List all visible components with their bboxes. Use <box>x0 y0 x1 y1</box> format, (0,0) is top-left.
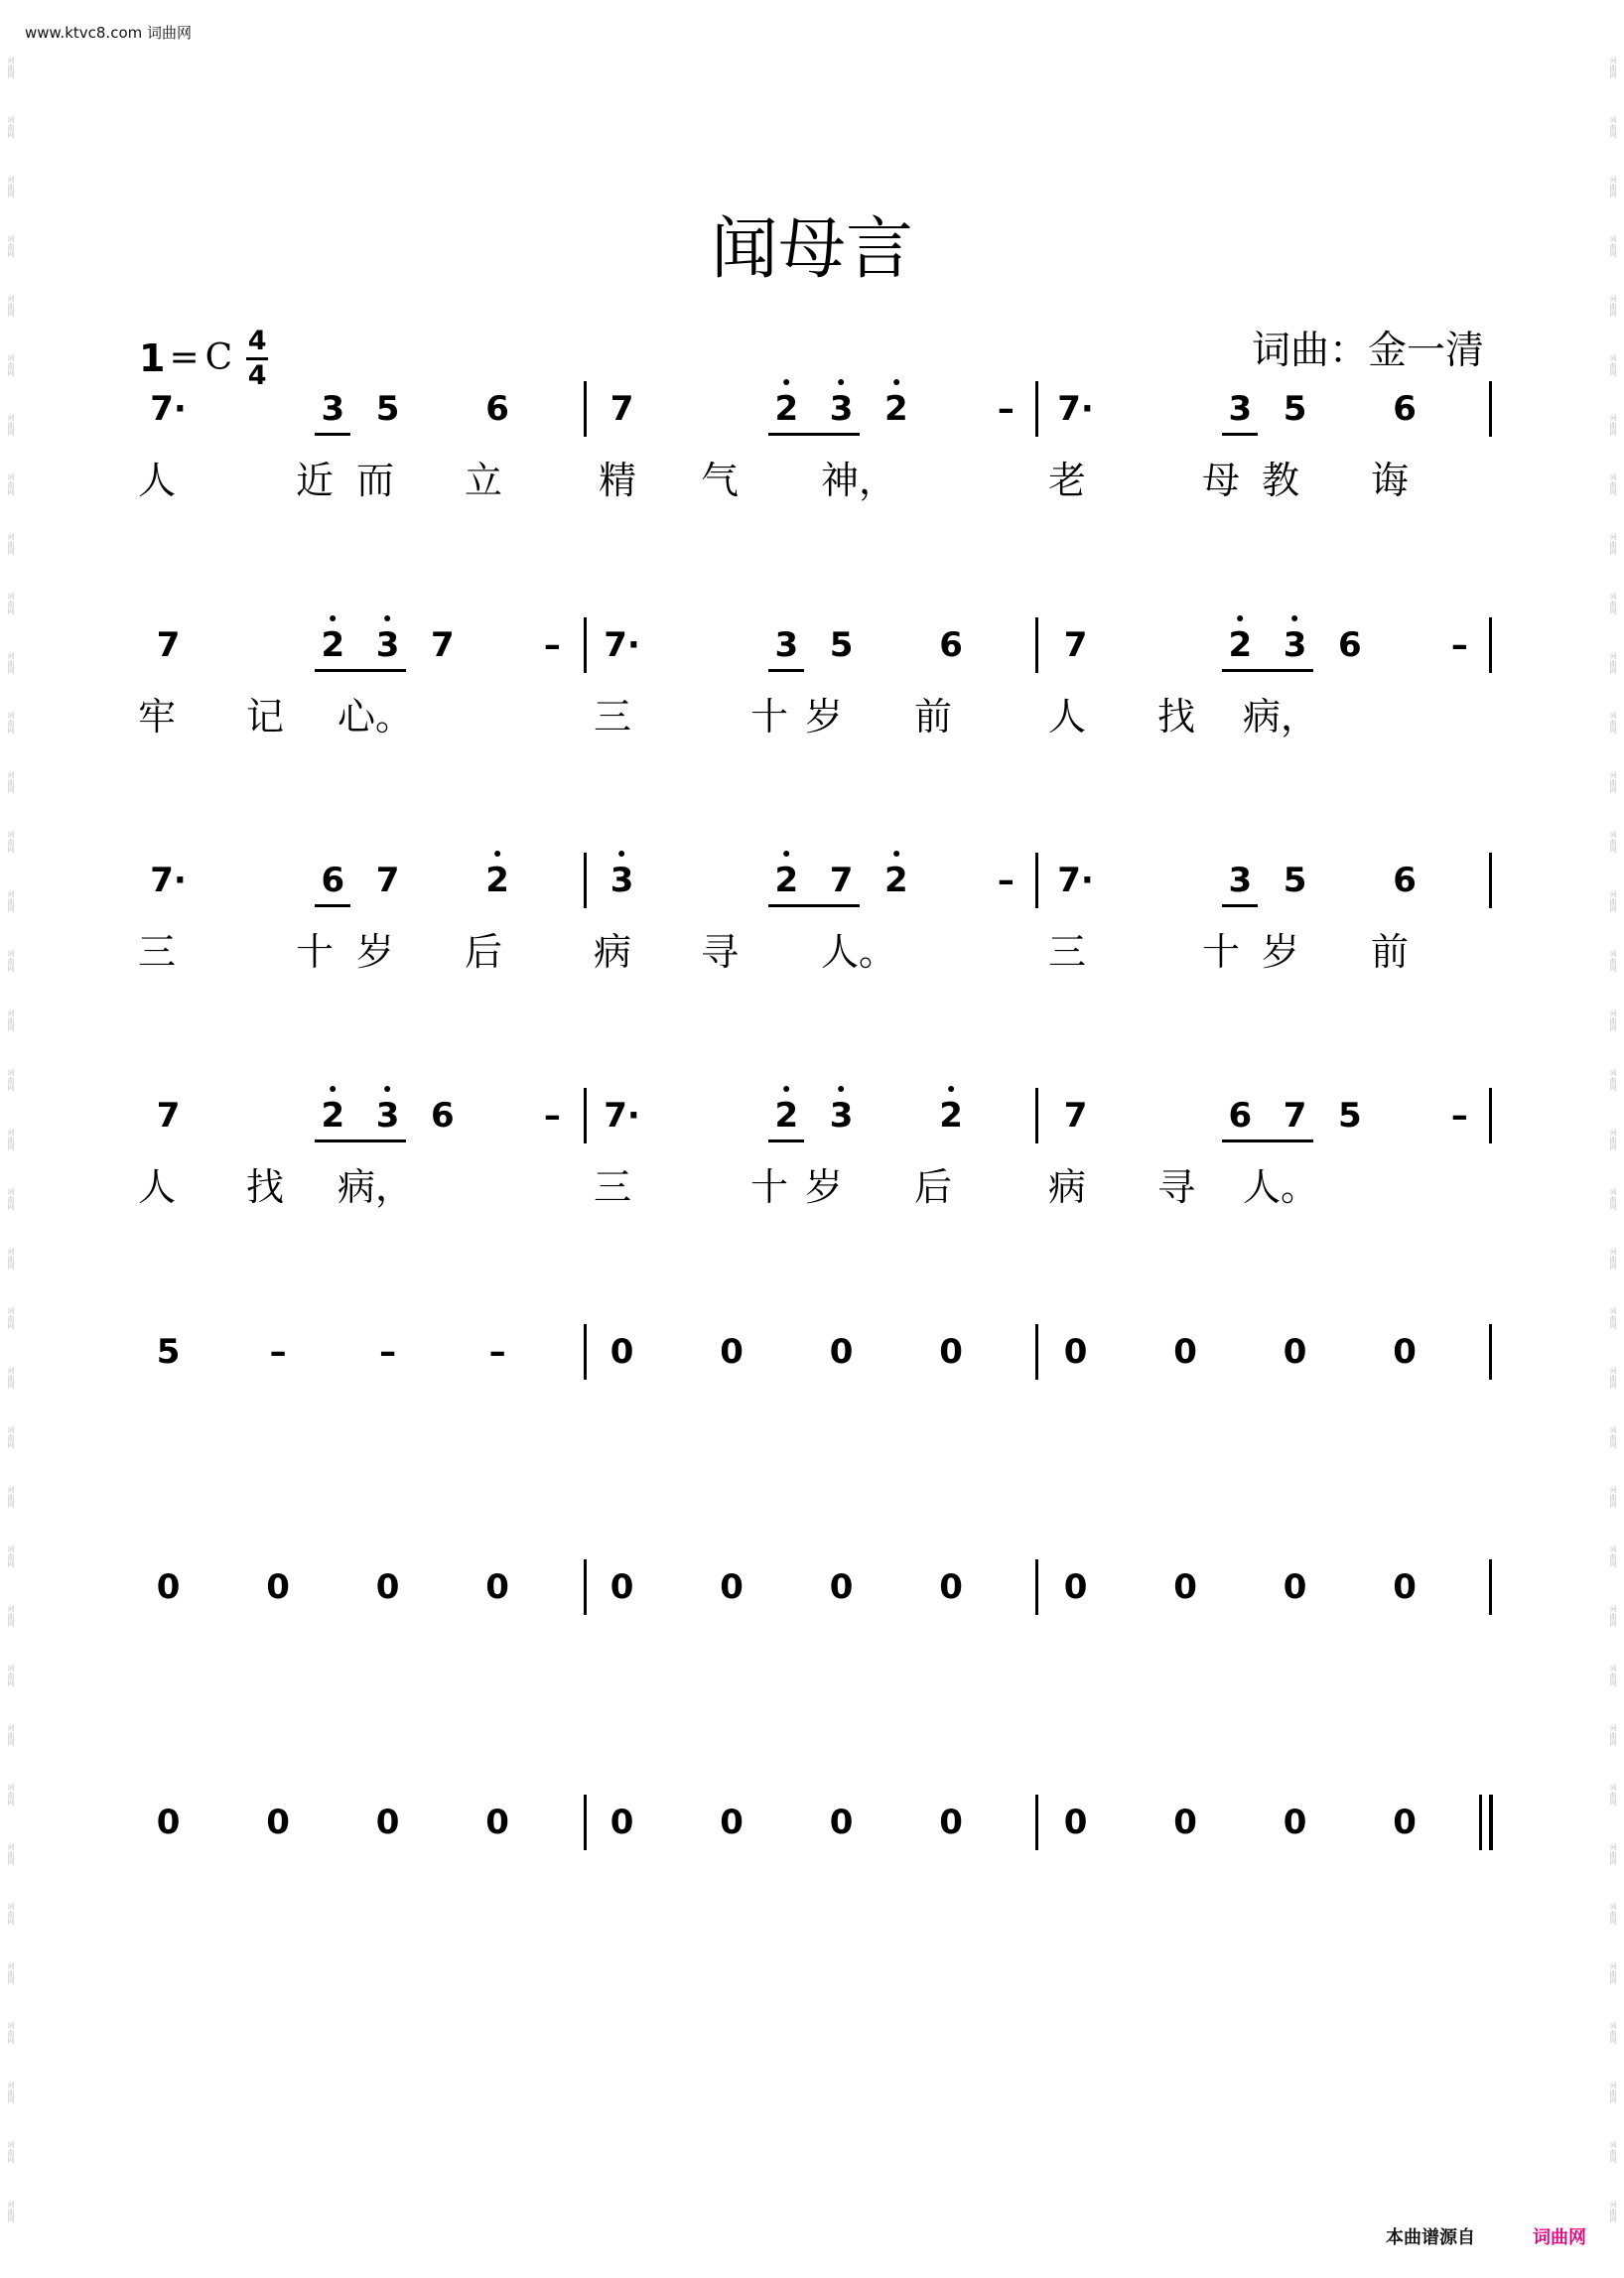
lyric-char: 人 <box>137 1165 177 1209</box>
watermark-mark: 词 曲 网 <box>1609 116 1617 139</box>
watermark-mark: 词 曲 网 <box>7 235 15 258</box>
lyric-char: 气 <box>700 459 740 502</box>
lyric-char: 后 <box>913 1165 953 1209</box>
note: 0 <box>266 1567 290 1607</box>
note: 0 <box>266 1803 290 1842</box>
watermark-mark: 词 曲 网 <box>1609 1307 1617 1330</box>
note: 0 <box>156 1803 181 1842</box>
watermark-mark: 词 曲 网 <box>1609 2022 1617 2045</box>
note: 3 <box>1228 389 1253 429</box>
note: 0 <box>939 1803 963 1842</box>
note: 3 <box>830 1096 854 1136</box>
watermark-mark: 词 曲 网 <box>1609 533 1617 556</box>
note: 2 <box>939 1096 963 1136</box>
watermark-mark: 词 曲 网 <box>7 1248 15 1271</box>
note: 7· <box>604 1096 640 1136</box>
note: 0 <box>1283 1803 1307 1842</box>
watermark-mark: 词 曲 网 <box>1609 1843 1617 1866</box>
note: 5 <box>1283 389 1307 429</box>
lyric-char: 三 <box>593 1165 632 1209</box>
note: 7· <box>604 625 640 665</box>
watermark-mark: 词 曲 网 <box>7 57 15 79</box>
watermark-mark: 词 曲 网 <box>7 533 15 556</box>
note: 3 <box>376 1096 400 1136</box>
lyric-char: 十 <box>749 695 789 738</box>
watermark-mark: 词 曲 网 <box>1609 354 1617 377</box>
watermark-mark: 词 曲 网 <box>7 2201 15 2223</box>
lyric-char: 十 <box>749 1165 789 1209</box>
lyric-char: 岁 <box>804 695 844 738</box>
lyric-char: 寻 <box>1156 1165 1196 1209</box>
footer-brand-link[interactable]: 词曲网 <box>1533 2227 1586 2248</box>
note: – <box>997 389 1015 429</box>
lyric-char: 老 <box>1047 459 1087 502</box>
watermark-mark: 词 曲 网 <box>7 1426 15 1449</box>
note: 0 <box>720 1803 744 1842</box>
watermark-mark: 词 曲 网 <box>7 1843 15 1866</box>
watermark-mark: 词 曲 网 <box>7 1665 15 1687</box>
watermark-mark: 词 曲 网 <box>7 1486 15 1509</box>
note: 7· <box>1057 389 1094 429</box>
watermark-mark: 词 曲 网 <box>7 1903 15 1926</box>
note: 0 <box>829 1332 854 1372</box>
note: 3 <box>610 861 634 900</box>
watermark-mark: 词 曲 网 <box>7 116 15 139</box>
time-signature-unit: 4 <box>247 359 267 391</box>
note: 7 <box>829 861 854 900</box>
note: 0 <box>1173 1332 1197 1372</box>
watermark-mark: 词 曲 网 <box>1609 712 1617 735</box>
note: 6 <box>1393 389 1417 429</box>
watermark-mark: 词 曲 网 <box>1609 1486 1617 1509</box>
watermark-mark: 词 曲 网 <box>7 652 15 675</box>
note: 7 <box>156 625 181 665</box>
watermark-mark: 词 曲 网 <box>7 1129 15 1151</box>
watermark-mark: 词 曲 网 <box>1609 1903 1617 1926</box>
watermark-mark: 词 曲 网 <box>1609 2081 1617 2104</box>
key-letter: C <box>204 337 233 378</box>
lyric-char: 三 <box>137 930 177 974</box>
lyric-char: 病， <box>1242 695 1319 738</box>
watermark-mark: 词 曲 网 <box>1609 1069 1617 1092</box>
watermark-mark: 词 曲 网 <box>7 890 15 913</box>
watermark-mark: 词 曲 网 <box>1609 771 1617 794</box>
lyric-char: 前 <box>1370 930 1410 974</box>
watermark-mark: 词 曲 网 <box>1609 57 1617 79</box>
lyric-char: 人。 <box>1242 1165 1319 1209</box>
note: 6 <box>1393 861 1417 900</box>
note: 7· <box>150 861 187 900</box>
note: 0 <box>1063 1803 1088 1842</box>
note: 5 <box>1337 1096 1362 1136</box>
note: 3 <box>774 625 799 665</box>
watermark-mark: 词 曲 网 <box>7 1069 15 1092</box>
note: 7 <box>1063 625 1088 665</box>
note: 3 <box>321 389 345 429</box>
note: 2 <box>884 861 908 900</box>
lyric-char: 记 <box>245 695 285 738</box>
lyric-char: 病， <box>337 1165 414 1209</box>
watermark-mark: 词 曲 网 <box>1609 890 1617 913</box>
note: 6 <box>430 1096 455 1136</box>
note: 3 <box>1284 625 1307 665</box>
note: 2 <box>774 861 798 900</box>
song-title: 闻母言 <box>710 210 913 289</box>
note: 6 <box>1337 625 1362 665</box>
watermark-mark: 词 曲 网 <box>1609 1188 1617 1211</box>
watermark-mark: 词 曲 网 <box>1609 652 1617 675</box>
watermark-mark: 词 曲 网 <box>1609 831 1617 854</box>
note: 5 <box>156 1332 181 1372</box>
lyric-char: 而 <box>355 459 395 502</box>
key-tonic-number: 1 <box>139 336 166 380</box>
watermark-mark: 词 曲 网 <box>1609 414 1617 437</box>
lyric-char: 病 <box>593 930 632 974</box>
note: 0 <box>375 1803 400 1842</box>
lyric-char: 岁 <box>1261 930 1300 974</box>
lyric-char: 病 <box>1047 1165 1087 1209</box>
note: 5 <box>829 625 854 665</box>
watermark-mark: 词 曲 网 <box>7 1307 15 1330</box>
note: – <box>1450 1096 1468 1136</box>
key-equals: = <box>169 337 200 378</box>
lyric-char: 立 <box>464 459 503 502</box>
footer-source-label: 本曲谱源自 <box>1386 2227 1475 2248</box>
lyric-char: 后 <box>464 930 503 974</box>
note: 0 <box>720 1332 744 1372</box>
watermark-mark: 词 曲 网 <box>1609 950 1617 973</box>
watermark-mark: 词 曲 网 <box>1609 1784 1617 1807</box>
note: 6 <box>485 389 509 429</box>
lyric-char: 母 <box>1201 459 1241 502</box>
note: 3 <box>1228 861 1253 900</box>
watermark-mark: 词 曲 网 <box>7 176 15 199</box>
note: 6 <box>321 861 345 900</box>
note: 5 <box>375 389 400 429</box>
lyric-char: 找 <box>1156 695 1196 738</box>
watermark-mark: 词 曲 网 <box>1609 235 1617 258</box>
watermark-mark: 词 曲 网 <box>7 1545 15 1568</box>
time-signature-beats: 4 <box>247 325 267 356</box>
note: 3 <box>830 389 854 429</box>
note: 7· <box>1057 861 1094 900</box>
watermark-mark: 词 曲 网 <box>7 712 15 735</box>
note: 0 <box>485 1567 509 1607</box>
lyric-char: 心。 <box>337 695 414 738</box>
lyric-char: 近 <box>295 459 335 502</box>
watermark-mark: 词 曲 网 <box>1609 1426 1617 1449</box>
watermark-mark: 词 曲 网 <box>1609 1248 1617 1271</box>
watermark-mark: 词 曲 网 <box>1609 1545 1617 1568</box>
note: 0 <box>609 1567 634 1607</box>
watermark-mark: 词 曲 网 <box>7 1962 15 1985</box>
note: 2 <box>321 1096 344 1136</box>
lyric-char: 十 <box>295 930 335 974</box>
note: – <box>269 1332 287 1372</box>
lyric-char: 岁 <box>804 1165 844 1209</box>
watermark-mark: 词 曲 网 <box>1609 1009 1617 1032</box>
note: 0 <box>156 1567 181 1607</box>
note: – <box>543 1096 561 1136</box>
lyric-char: 教 <box>1261 459 1300 502</box>
note: – <box>543 625 561 665</box>
note: 0 <box>1063 1567 1088 1607</box>
watermark-mark: 词 曲 网 <box>7 414 15 437</box>
note: 3 <box>376 625 400 665</box>
lyric-char: 人 <box>137 459 177 502</box>
note: – <box>379 1332 397 1372</box>
note: 0 <box>939 1567 963 1607</box>
note: 6 <box>1228 1096 1253 1136</box>
watermark-mark: 词 曲 网 <box>1609 1724 1617 1747</box>
lyric-char: 三 <box>1047 930 1087 974</box>
lyric-char: 精 <box>598 459 637 502</box>
lyric-char: 诲 <box>1370 459 1410 502</box>
lyric-char: 人 <box>1047 695 1087 738</box>
note: 2 <box>1228 625 1252 665</box>
note: 6 <box>939 625 963 665</box>
lyric-char: 牢 <box>137 695 177 738</box>
note: 7 <box>375 861 400 900</box>
note: – <box>488 1332 506 1372</box>
watermark-mark: 词 曲 网 <box>7 2022 15 2045</box>
note: 5 <box>1283 861 1307 900</box>
note: – <box>997 861 1015 900</box>
note: 7 <box>156 1096 181 1136</box>
note: 2 <box>774 389 798 429</box>
note: 2 <box>321 625 344 665</box>
site-header[interactable]: www.ktvc8.com 词曲网 <box>25 24 193 42</box>
note: 0 <box>1393 1332 1417 1372</box>
watermark-mark: 词 曲 网 <box>1609 593 1617 615</box>
note: 0 <box>609 1332 634 1372</box>
lyric-char: 寻 <box>700 930 740 974</box>
watermark-mark: 词 曲 网 <box>7 1724 15 1747</box>
watermark-mark: 词 曲 网 <box>1609 1665 1617 1687</box>
watermark-mark: 词 曲 网 <box>1609 1605 1617 1628</box>
watermark-mark: 词 曲 网 <box>1609 2201 1617 2223</box>
note: 0 <box>1393 1567 1417 1607</box>
watermark-mark: 词 曲 网 <box>1609 295 1617 318</box>
lyric-char: 找 <box>245 1165 285 1209</box>
lyric-char: 三 <box>593 695 632 738</box>
note: 0 <box>609 1803 634 1842</box>
lyric-char: 岁 <box>355 930 395 974</box>
note: 7· <box>150 389 187 429</box>
note: 0 <box>485 1803 509 1842</box>
watermark-mark: 词 曲 网 <box>7 2081 15 2104</box>
watermark-mark: 词 曲 网 <box>7 1784 15 1807</box>
watermark-mark: 词 曲 网 <box>7 2141 15 2164</box>
note: 7 <box>430 625 455 665</box>
watermark-mark: 词 曲 网 <box>1609 1367 1617 1390</box>
note: 0 <box>1173 1803 1197 1842</box>
lyricist-composer-credit: 词曲：金一清 <box>1251 329 1484 373</box>
note: 0 <box>939 1332 963 1372</box>
lyric-char: 人。 <box>820 930 897 974</box>
watermark-mark: 词 曲 网 <box>7 950 15 973</box>
note: 7 <box>609 389 634 429</box>
note: 2 <box>774 1096 798 1136</box>
note: 0 <box>829 1803 854 1842</box>
note: – <box>1450 625 1468 665</box>
watermark-mark: 词 曲 网 <box>7 295 15 318</box>
watermark-mark: 词 曲 网 <box>1609 176 1617 199</box>
note: 0 <box>829 1567 854 1607</box>
lyric-char: 神， <box>820 459 897 502</box>
watermark-mark: 词 曲 网 <box>7 354 15 377</box>
watermark-mark: 词 曲 网 <box>1609 1129 1617 1151</box>
note: 0 <box>1283 1332 1307 1372</box>
note: 0 <box>1283 1567 1307 1607</box>
note: 7 <box>1063 1096 1088 1136</box>
note: 0 <box>1063 1332 1088 1372</box>
note: 7 <box>1283 1096 1307 1136</box>
watermark-mark: 词 曲 网 <box>7 771 15 794</box>
note: 0 <box>1173 1567 1197 1607</box>
note: 0 <box>1393 1803 1417 1842</box>
watermark-mark: 词 曲 网 <box>1609 2141 1617 2164</box>
watermark-mark: 词 曲 网 <box>7 1188 15 1211</box>
note: 0 <box>720 1567 744 1607</box>
watermark-mark: 词 曲 网 <box>7 593 15 615</box>
note: 2 <box>485 861 509 900</box>
lyric-char: 前 <box>913 695 953 738</box>
watermark-mark: 词 曲 网 <box>1609 473 1617 496</box>
watermark-mark: 词 曲 网 <box>1609 1962 1617 1985</box>
watermark-mark: 词 曲 网 <box>7 1009 15 1032</box>
watermark-mark: 词 曲 网 <box>7 1605 15 1628</box>
watermark-mark: 词 曲 网 <box>7 831 15 854</box>
note: 0 <box>375 1567 400 1607</box>
note: 2 <box>884 389 908 429</box>
lyric-char: 十 <box>1201 930 1241 974</box>
watermark-mark: 词 曲 网 <box>7 473 15 496</box>
watermark-mark: 词 曲 网 <box>7 1367 15 1390</box>
